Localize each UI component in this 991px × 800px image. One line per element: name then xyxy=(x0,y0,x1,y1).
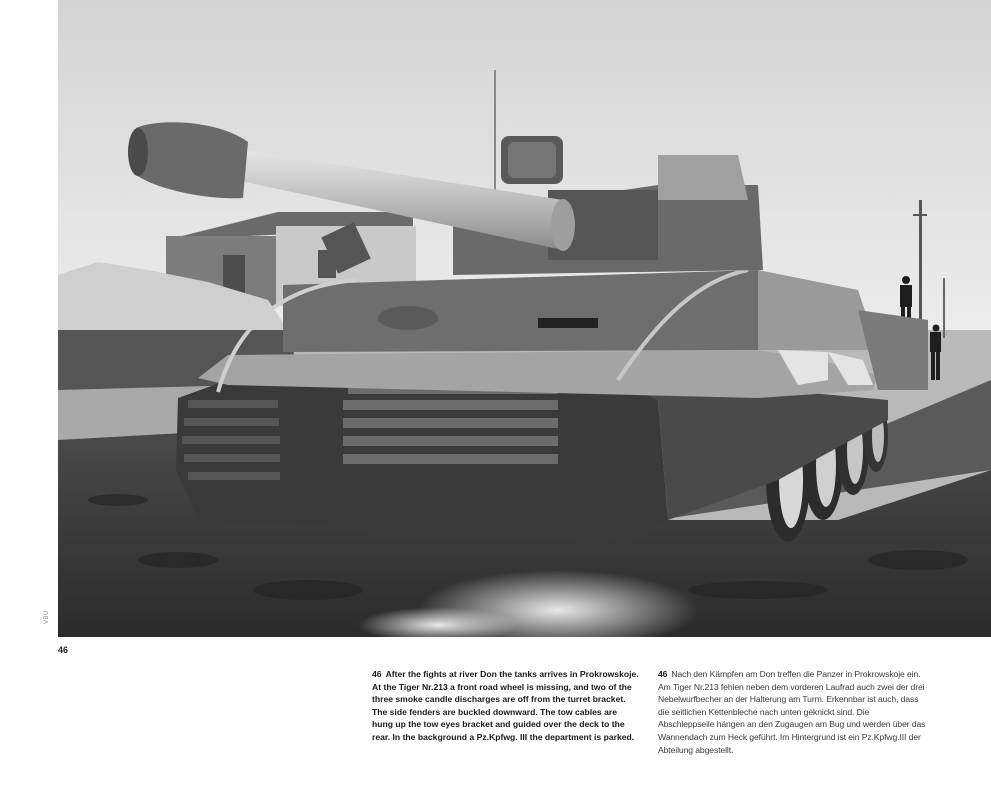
page-number: 46 xyxy=(58,645,69,655)
photo-credit: VBU xyxy=(44,610,50,624)
caption-english-text: After the fights at river Don the tanks arrives in Prokrowskoje. At the Tiger Nr.213 a front road wheel is missing, and two of the three smoke candle discharges are off from the turret bracket. The side fenders are buckled downward. The tow cables are hung up the tow eyes bracket and guided over the deck to the rear. In the background a Pz.Kpfwg. III the department is parked. xyxy=(372,669,639,742)
caption-english-number: 46 xyxy=(372,669,382,679)
caption-german xyxy=(658,668,926,756)
caption-english xyxy=(372,668,640,744)
caption-german-number: 46 xyxy=(658,669,668,679)
caption-german-text: Nach den Kämpfen am Don treffen die Panzer in Prokrowskoje ein. Am Tiger Nr.213 fehlen neben dem vorderen Laufrad auch zwei der drei Nebelwurfbecher an der Halterung am Turm. Erkennbar ist auch, dass die seitlichen Kettenbleche nach unten geknickt sind. Die Abschleppseile hängen an den Zugaugen am Bug und werden über das Wannendach zum Heck geführt. Im Hintergrund ist ein Pz.Kpfwg.III der Abteilung abgestellt. xyxy=(658,669,926,755)
tank-photo-illustration xyxy=(58,0,991,637)
tank-photograph xyxy=(58,0,991,637)
